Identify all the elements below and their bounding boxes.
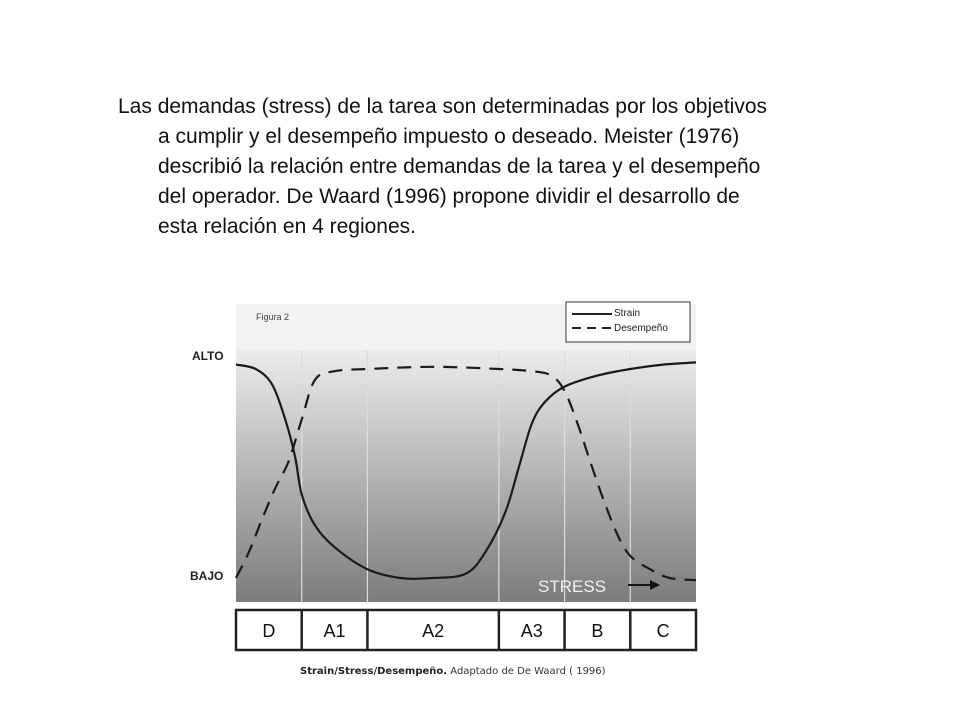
x-axis-label: STRESS	[538, 577, 607, 596]
region-label-a3: A3	[520, 621, 543, 641]
region-label-d: D	[262, 621, 276, 641]
y-label-low: BAJO	[190, 569, 224, 583]
intro-paragraph	[118, 92, 838, 242]
region-label-c: C	[656, 621, 670, 641]
legend-label-strain: Strain	[614, 308, 641, 319]
region-label-a2: A2	[422, 621, 445, 641]
paragraph-line: del operador. De Waard (1996) propone dividir el desarrollo de	[158, 185, 740, 208]
legend-label-desempeno: Desempeño	[614, 323, 668, 334]
plot-background	[236, 350, 696, 602]
paragraph-line: describió la relación entre demandas de la tarea y el desempeño	[158, 155, 761, 178]
paragraph-line: Las demandas (stress) de la tarea son determinadas por los objetivos	[118, 95, 768, 118]
region-row	[236, 610, 696, 650]
strain-performance-chart	[180, 296, 702, 660]
figure-caption	[300, 666, 700, 677]
paragraph-line: esta relación en 4 regiones.	[158, 215, 416, 238]
legend	[566, 302, 690, 342]
paragraph-line: a cumplir y el desempeño impuesto o deseado. Meister (1976)	[158, 125, 740, 148]
figure	[180, 296, 702, 660]
y-label-high: ALTO	[192, 349, 224, 363]
region-label-a1: A1	[323, 621, 346, 641]
caption-title: Strain/Stress/Desempeño.	[300, 666, 448, 677]
region-label-b: B	[591, 621, 604, 641]
caption-source: Adaptado de De Waard ( 1996)	[447, 666, 606, 677]
region-row-frame	[236, 610, 696, 650]
figure-label: Figura 2	[256, 312, 290, 322]
